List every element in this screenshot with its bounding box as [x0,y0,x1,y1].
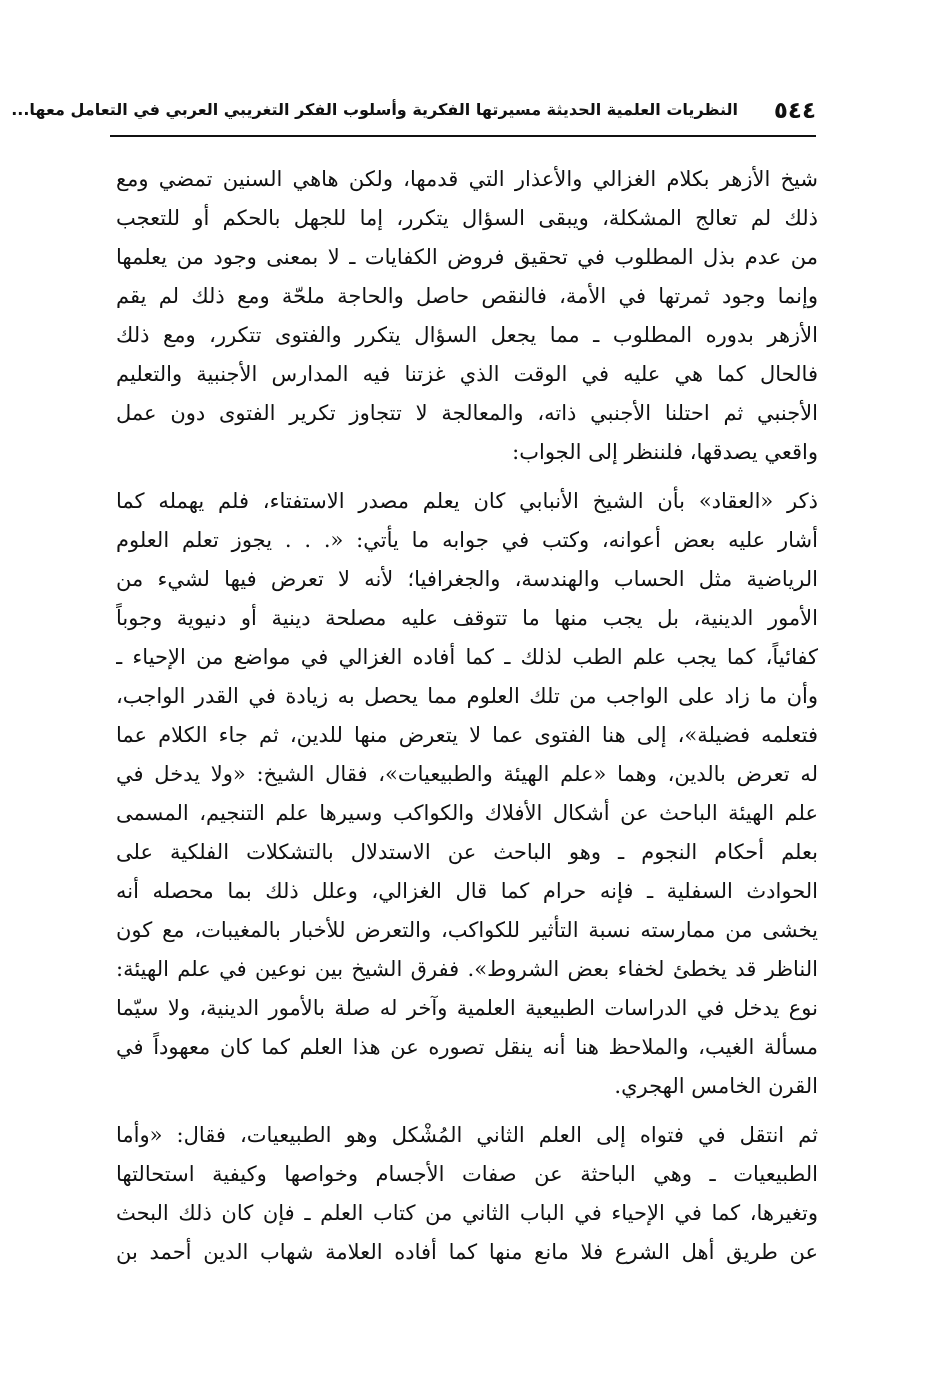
text-line: الحوادث السفلية ـ فإنه حرام كما قال الغزالي، وعلل ذلك بما محصله أنه [116,879,818,903]
paragraph-gap [116,472,818,482]
text-line: ذكر «العقاد» بأن الشيخ الأنبابي كان يعلم مصدر الاستفتاء، فلم يهمله كما [116,489,818,513]
text-line: الرياضية مثل الحساب والهندسة، والجغرافيا؛ لأنه لا تعرض فيها لشيء من [116,567,818,591]
text-line: له تعرض بالدين، وهما «علم الهيئة والطبيعيات»، فقال الشيخ: «ولا يدخل في [116,762,818,786]
text-line: ذلك لم تعالج المشكلة، ويبقى السؤال يتكرر، إما للجهل بالحكم أو للتعجب [116,206,818,230]
text-line: مسألة الغيب، والملاحظ هنا أنه ينقل تصوره عن هذا العلم كما كان معهوداً في [116,1035,818,1059]
text-line: الأمور الدينية، بل يجب منها ما تتوقف عليه مصلحة دينية أو دنيوية وجوباً [116,606,818,630]
text-line: الأزهر بدوره المطلوب ـ مما يجعل السؤال يتكرر والفتوى تتكرر، ومع ذلك [116,323,818,347]
text-line: يخشى من ممارسته نسبة التأثير للكواكب، والتعرض للأخبار بالمغيبات، مع كون [116,918,818,942]
text-line: القرن الخامس الهجري. [614,1074,818,1098]
page-header [11,96,816,130]
running-title: النظريات العلمية الحديثة مسيرتها الفكرية وأسلوب الفكر التغريبي العربي في التعامل معها... [11,100,738,119]
text-line: فالحال كما هي عليه في الوقت الذي غزتنا فيه المدارس الأجنبية والتعليم [116,362,818,386]
text-line: الطبيعيات ـ وهي الباحثة عن صفات الأجسام وخواصها وكيفية استحالتها [116,1162,818,1186]
text-line: من عدم بذل المطلوب في تحقيق فروض الكفايات ـ لا بمعنى وجود من يعلمها [116,245,818,269]
header-rule [110,135,816,137]
text-line: أشار عليه بعض أعوانه، وكتب في جوابه ما يأتي: «. . . يجوز تعلم العلوم [116,528,818,552]
paragraph-3 [116,1116,818,1272]
paragraph-1 [116,160,818,472]
text-line: شيخ الأزهر بكلام الغزالي والأعذار التي قدمها، ولكن هاهي السنين تمضي ومع [116,167,818,191]
text-line: وإنما وجود ثمرتها في الأمة، فالنقص حاصل والحاجة ملحّة ومع ذلك لم يقم [116,284,818,308]
text-line: علم الهيئة الباحث عن أشكال الأفلاك والكواكب وسيرها علم التنجيم، المسمى [116,801,818,825]
text-line: واقعي يصدقها، فلننظر إلى الجواب: [512,440,818,464]
text-line: الناظر قد يخطئ لخفاء بعض الشروط». ففرق الشيخ بين نوعين في علم الهيئة: [116,957,818,981]
text-line: الأجنبي ثم احتلنا الأجنبي ذاته، والمعالجة لا تتجاوز تكرير الفتوى دون عمل [116,401,818,425]
paragraph-2 [116,482,818,1106]
text-line: كفائياً، كما يجب علم الطب لذلك ـ كما أفاده الغزالي في مواضع من الإحياء ـ [116,645,818,669]
text-line: بعلم أحكام النجوم ـ وهو الباحث عن الاستدلال بالتشكلات الفلكية على [116,840,818,864]
text-line: وأن ما زاد على الواجب من تلك العلوم مما يحصل به زيادة في القدر الواجب، [116,684,818,708]
page-number: ٥٤٤ [773,98,816,124]
text-line: ثم انتقل في فتواه إلى العلم الثاني المُشْكل وهو الطبيعيات، فقال: «وأما [116,1123,818,1147]
text-line: فتعلمه فضيلة»، إلى هنا الفتوى عما لا يتعرض منها للدين، ثم جاء الكلام عما [116,723,818,747]
paragraph-gap [116,1106,818,1116]
text-line: وتغيرها، كما في الإحياء في الباب الثاني من كتاب العلم ـ فإن كان ذلك البحث [116,1201,818,1225]
text-line: عن طريق أهل الشرع فلا مانع منها كما أفاده العلامة شهاب الدين أحمد بن [116,1240,818,1264]
body-text [116,160,818,1272]
text-line: نوع يدخل في الدراسات الطبيعية العلمية وآخر له صلة بالأمور الدينية، ولا سيّما [116,996,818,1020]
